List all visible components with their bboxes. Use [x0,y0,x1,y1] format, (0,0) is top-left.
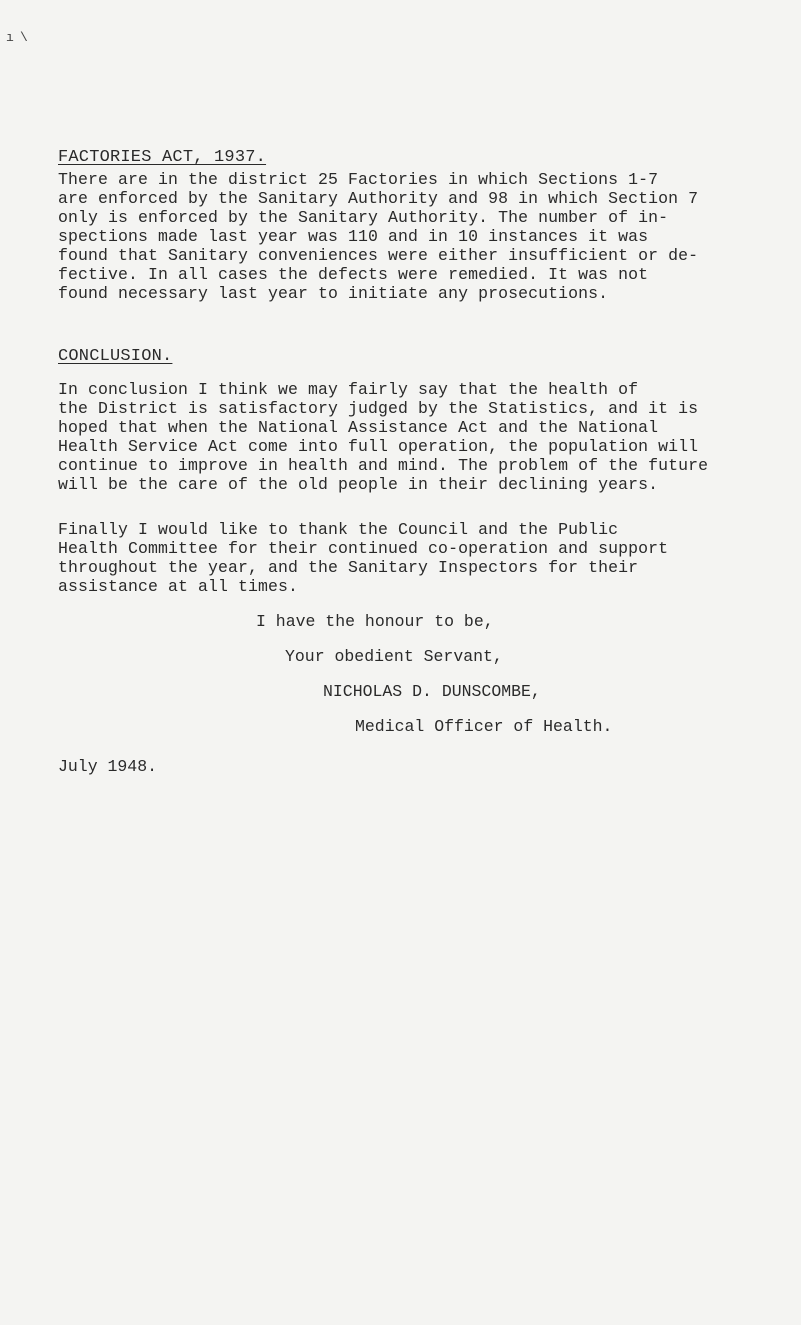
signoff-honour: I have the honour to be, [256,612,494,631]
corner-mark: ı [6,30,14,45]
signoff-title: Medical Officer of Health. [355,717,613,736]
conclusion-paragraph: In conclusion I think we may fairly say that the health of the District is satisfactory judged by the Statistics, and it is hoped that when the National Assistance Act and the National Health Service Act come into full operation, the population will continue to improve in health and mind. The problem of the future will be the care of the old people in their declining years. [58,380,709,494]
thanks-paragraph: Finally I would like to thank the Council and the Public Health Committee for their continued co-operation and support throughout the year, and the Sanitary Inspectors for their assistance at all times. [58,520,669,596]
factories-act-heading: FACTORIES ACT, 1937. [58,148,267,167]
document-date: July 1948. [58,757,158,776]
corner-mark: \ [20,30,28,45]
conclusion-heading: CONCLUSION. [58,347,173,366]
signoff-servant: Your obedient Servant, [285,647,503,666]
signoff-name: NICHOLAS D. DUNSCOMBE, [323,682,541,701]
factories-act-paragraph: There are in the district 25 Factories in which Sections 1-7 are enforced by the Sanitary Authority and 98 in which Section 7 only is enforced by the Sanitary Authority. The number of in- spections made last year was 110 and in 10 instances it was found that Sanitary conveniences were either insufficient or de- fective. In all cases the defects were remedied. It was not found necessary last year to initiate any prosecutions. [58,170,699,303]
